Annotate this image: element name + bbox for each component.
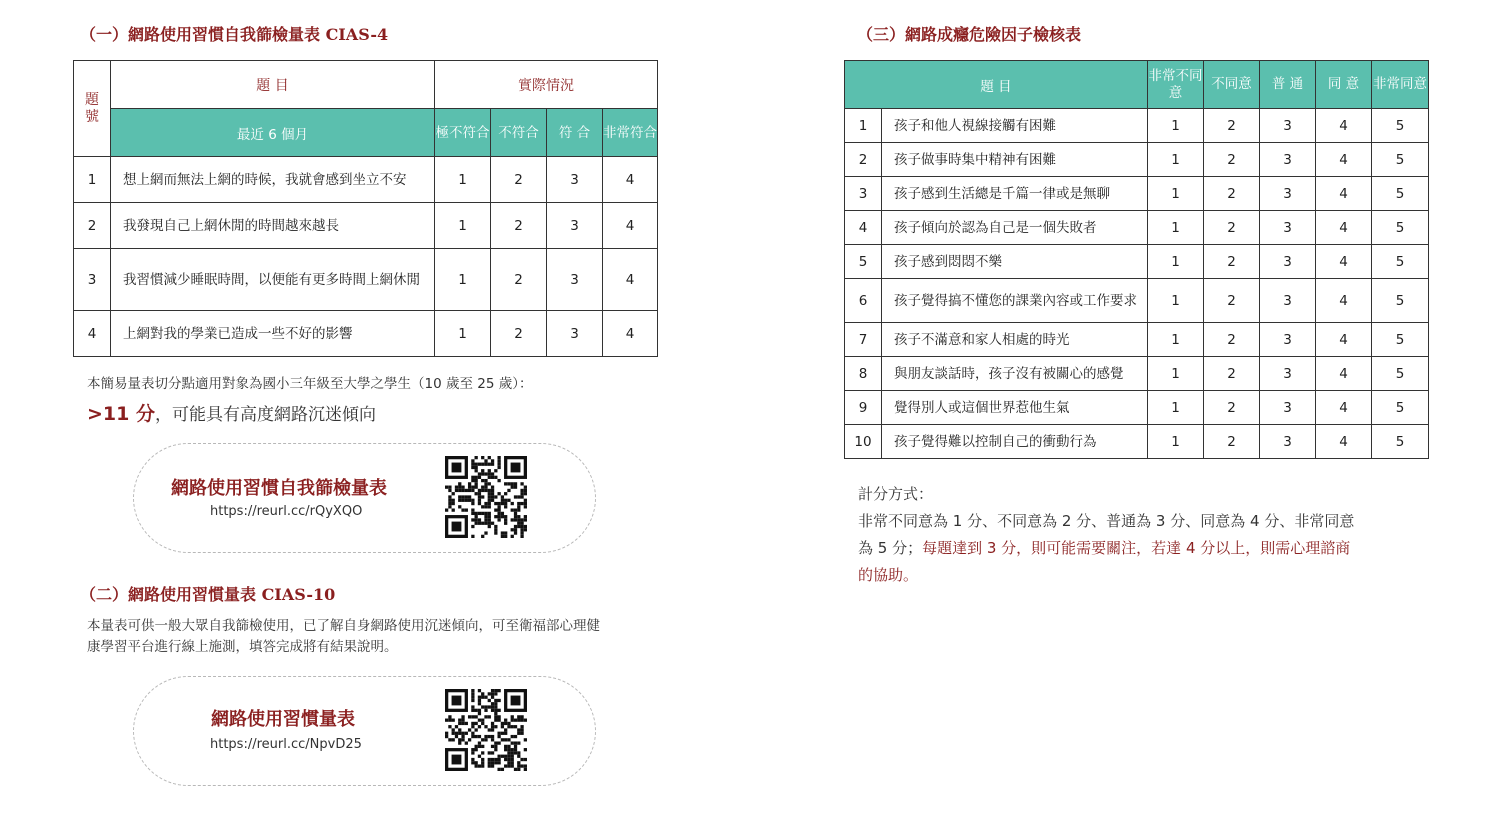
score-cell[interactable]: 2	[1204, 357, 1260, 391]
row-number: 10	[845, 425, 882, 459]
row-question: 孩子做事時集中精神有困難	[882, 143, 1148, 177]
row-question: 孩子傾向於認為自己是一個失敗者	[882, 211, 1148, 245]
score-cell[interactable]: 4	[1316, 391, 1372, 425]
row-number: 7	[845, 323, 882, 357]
table-row	[845, 245, 1429, 279]
score-cell[interactable]: 3	[1260, 279, 1316, 323]
header-option: 非常不同意	[1148, 61, 1204, 109]
table-row	[74, 249, 658, 311]
score-cell[interactable]: 1	[1148, 425, 1204, 459]
header-period: 最近 6 個月	[111, 109, 435, 157]
score-cell[interactable]: 1	[1148, 109, 1204, 143]
score-cell[interactable]: 3	[547, 249, 603, 311]
row-number: 4	[845, 211, 882, 245]
row-question: 想上網而無法上網的時候，我就會感到坐立不安	[111, 157, 435, 203]
card-url[interactable]: https://reurl.cc/rQyXQO	[210, 504, 363, 519]
row-number: 1	[845, 109, 882, 143]
section1-note: 本簡易量表切分點適用對象為國小三年級至大學之學生（10 歲至 25 歲）：	[87, 376, 533, 392]
score-cell[interactable]: 5	[1372, 357, 1429, 391]
score-cell[interactable]: 5	[1372, 425, 1429, 459]
section3-title: （三）網路成癮危險因子檢核表	[857, 25, 1082, 44]
score-cell[interactable]: 2	[491, 249, 547, 311]
cias10-card[interactable]	[133, 676, 596, 786]
score-cell[interactable]: 4	[1316, 143, 1372, 177]
header-option: 極不符合	[435, 109, 491, 157]
row-number: 6	[845, 279, 882, 323]
header-actual: 實際情況	[435, 61, 658, 109]
header-option: 不符合	[491, 109, 547, 157]
threshold-text: ，可能具有高度網路沉迷傾向	[154, 405, 376, 425]
score-cell[interactable]: 4	[1316, 357, 1372, 391]
score-cell[interactable]: 3	[1260, 391, 1316, 425]
score-cell[interactable]: 1	[1148, 357, 1204, 391]
score-cell[interactable]: 2	[1204, 323, 1260, 357]
score-cell[interactable]: 2	[491, 203, 547, 249]
row-question: 我習慣減少睡眠時間，以便能有更多時間上網休閒	[111, 249, 435, 311]
score-cell[interactable]: 3	[1260, 211, 1316, 245]
score-cell[interactable]: 3	[547, 157, 603, 203]
row-number: 5	[845, 245, 882, 279]
score-cell[interactable]: 5	[1372, 279, 1429, 323]
score-cell[interactable]: 4	[603, 311, 658, 357]
score-cell[interactable]: 5	[1372, 177, 1429, 211]
score-cell[interactable]: 2	[1204, 279, 1260, 323]
header-option: 符 合	[547, 109, 603, 157]
qr-code-icon[interactable]	[445, 456, 527, 538]
table-row	[845, 279, 1429, 323]
row-number: 1	[74, 157, 111, 203]
row-number: 3	[74, 249, 111, 311]
score-cell[interactable]: 5	[1372, 143, 1429, 177]
score-cell[interactable]: 2	[1204, 143, 1260, 177]
score-cell[interactable]: 1	[1148, 143, 1204, 177]
score-cell[interactable]: 4	[1316, 177, 1372, 211]
score-cell[interactable]: 2	[1204, 109, 1260, 143]
score-cell[interactable]: 2	[491, 157, 547, 203]
score-cell[interactable]: 5	[1372, 245, 1429, 279]
score-cell[interactable]: 1	[1148, 211, 1204, 245]
score-cell[interactable]: 1	[435, 249, 491, 311]
table-row	[845, 177, 1429, 211]
row-question: 覺得別人或這個世界惹他生氣	[882, 391, 1148, 425]
score-cell[interactable]: 2	[491, 311, 547, 357]
row-question: 孩子感到悶悶不樂	[882, 245, 1148, 279]
score-cell[interactable]: 2	[1204, 211, 1260, 245]
score-cell[interactable]: 1	[435, 203, 491, 249]
scoring-line-2	[858, 535, 1350, 562]
score-cell[interactable]: 4	[1316, 109, 1372, 143]
header-option: 非常同意	[1372, 61, 1429, 109]
score-cell[interactable]: 1	[1148, 391, 1204, 425]
row-number: 4	[74, 311, 111, 357]
scoring-line-2b: 每題達到 3 分，則可能需要關注，若達 4 分以上，則需心理諮商	[922, 539, 1351, 557]
row-number: 2	[74, 203, 111, 249]
header-option: 非常符合	[603, 109, 658, 157]
row-number: 9	[845, 391, 882, 425]
section2-desc-2: 康學習平台進行線上施測，填答完成將有結果說明。	[87, 639, 398, 655]
score-cell[interactable]: 4	[1316, 323, 1372, 357]
table-row	[845, 357, 1429, 391]
score-cell[interactable]: 3	[547, 203, 603, 249]
score-cell[interactable]: 4	[603, 249, 658, 311]
score-cell[interactable]: 3	[1260, 245, 1316, 279]
card-title: 網路使用習慣自我篩檢量表	[171, 478, 387, 499]
table-row	[74, 203, 658, 249]
score-cell[interactable]: 5	[1372, 323, 1429, 357]
score-cell[interactable]: 3	[1260, 357, 1316, 391]
row-question: 與朋友談話時，孩子沒有被關心的感覺	[882, 357, 1148, 391]
header-option: 不同意	[1204, 61, 1260, 109]
card-url[interactable]: https://reurl.cc/NpvD25	[210, 737, 362, 752]
score-cell[interactable]: 4	[603, 203, 658, 249]
header-option: 同 意	[1316, 61, 1372, 109]
score-cell[interactable]: 1	[1148, 177, 1204, 211]
header-option: 普 通	[1260, 61, 1316, 109]
score-cell[interactable]: 4	[1316, 211, 1372, 245]
score-cell[interactable]: 1	[1148, 323, 1204, 357]
score-cell[interactable]: 4	[1316, 279, 1372, 323]
row-question: 孩子感到生活總是千篇一律或是無聊	[882, 177, 1148, 211]
score-cell[interactable]: 1	[1148, 279, 1204, 323]
table-row	[845, 143, 1429, 177]
score-cell[interactable]: 4	[603, 157, 658, 203]
table-row	[845, 391, 1429, 425]
qr-code-icon[interactable]	[445, 689, 527, 771]
row-question: 孩子覺得搞不懂您的課業內容或工作要求	[882, 279, 1148, 323]
score-cell[interactable]: 3	[1260, 425, 1316, 459]
card-title: 網路使用習慣量表	[211, 709, 355, 730]
table-row	[845, 425, 1429, 459]
cias4-table	[73, 60, 658, 357]
scoring-line-2a: 為 5 分；	[858, 539, 923, 557]
section1-title: （一）網路使用習慣自我篩檢量表 CIAS-4	[80, 25, 389, 44]
threshold-mark: >11 分	[87, 403, 155, 425]
threshold-line	[87, 401, 376, 428]
score-cell[interactable]: 5	[1372, 211, 1429, 245]
row-question: 孩子和他人視線接觸有困難	[882, 109, 1148, 143]
score-cell[interactable]: 1	[435, 311, 491, 357]
scoring-label: 計分方式：	[858, 485, 934, 503]
table-row	[845, 109, 1429, 143]
section2-title: （二）網路使用習慣量表 CIAS-10	[80, 585, 336, 604]
row-question: 孩子不滿意和家人相處的時光	[882, 323, 1148, 357]
table-row	[74, 311, 658, 357]
row-question: 上網對我的學業已造成一些不好的影響	[111, 311, 435, 357]
header-item: 題 目	[111, 61, 435, 109]
score-cell[interactable]: 3	[1260, 143, 1316, 177]
section2-desc-1: 本量表可供一般大眾自我篩檢使用，已了解自身網路使用沉迷傾向，可至衛福部心理健	[87, 618, 600, 634]
score-cell[interactable]: 3	[1260, 109, 1316, 143]
scoring-line-1: 非常不同意為 1 分、不同意為 2 分、普通為 3 分、同意為 4 分、非常同意	[858, 512, 1355, 530]
score-cell[interactable]: 2	[1204, 425, 1260, 459]
row-question: 我發現自己上網休閒的時間越來越長	[111, 203, 435, 249]
row-number: 3	[845, 177, 882, 211]
score-cell[interactable]: 2	[1204, 391, 1260, 425]
score-cell[interactable]: 3	[1260, 323, 1316, 357]
row-number: 2	[845, 143, 882, 177]
score-cell[interactable]: 5	[1372, 391, 1429, 425]
score-cell[interactable]: 1	[435, 157, 491, 203]
score-cell[interactable]: 3	[547, 311, 603, 357]
header-item: 題 目	[845, 61, 1148, 109]
table-row	[845, 211, 1429, 245]
score-cell[interactable]: 3	[1260, 177, 1316, 211]
row-question: 孩子覺得難以控制自己的衝動行為	[882, 425, 1148, 459]
score-cell[interactable]: 5	[1372, 109, 1429, 143]
cias4-card[interactable]	[133, 443, 596, 553]
score-cell[interactable]: 4	[1316, 425, 1372, 459]
score-cell[interactable]: 2	[1204, 245, 1260, 279]
table-row	[74, 157, 658, 203]
header-num: 題 號	[74, 61, 111, 157]
score-cell[interactable]: 1	[1148, 245, 1204, 279]
score-cell[interactable]: 2	[1204, 177, 1260, 211]
scoring-line-3: 的協助。	[858, 566, 919, 584]
row-number: 8	[845, 357, 882, 391]
table-row	[845, 323, 1429, 357]
score-cell[interactable]: 4	[1316, 245, 1372, 279]
risk-factor-table	[844, 60, 1429, 459]
